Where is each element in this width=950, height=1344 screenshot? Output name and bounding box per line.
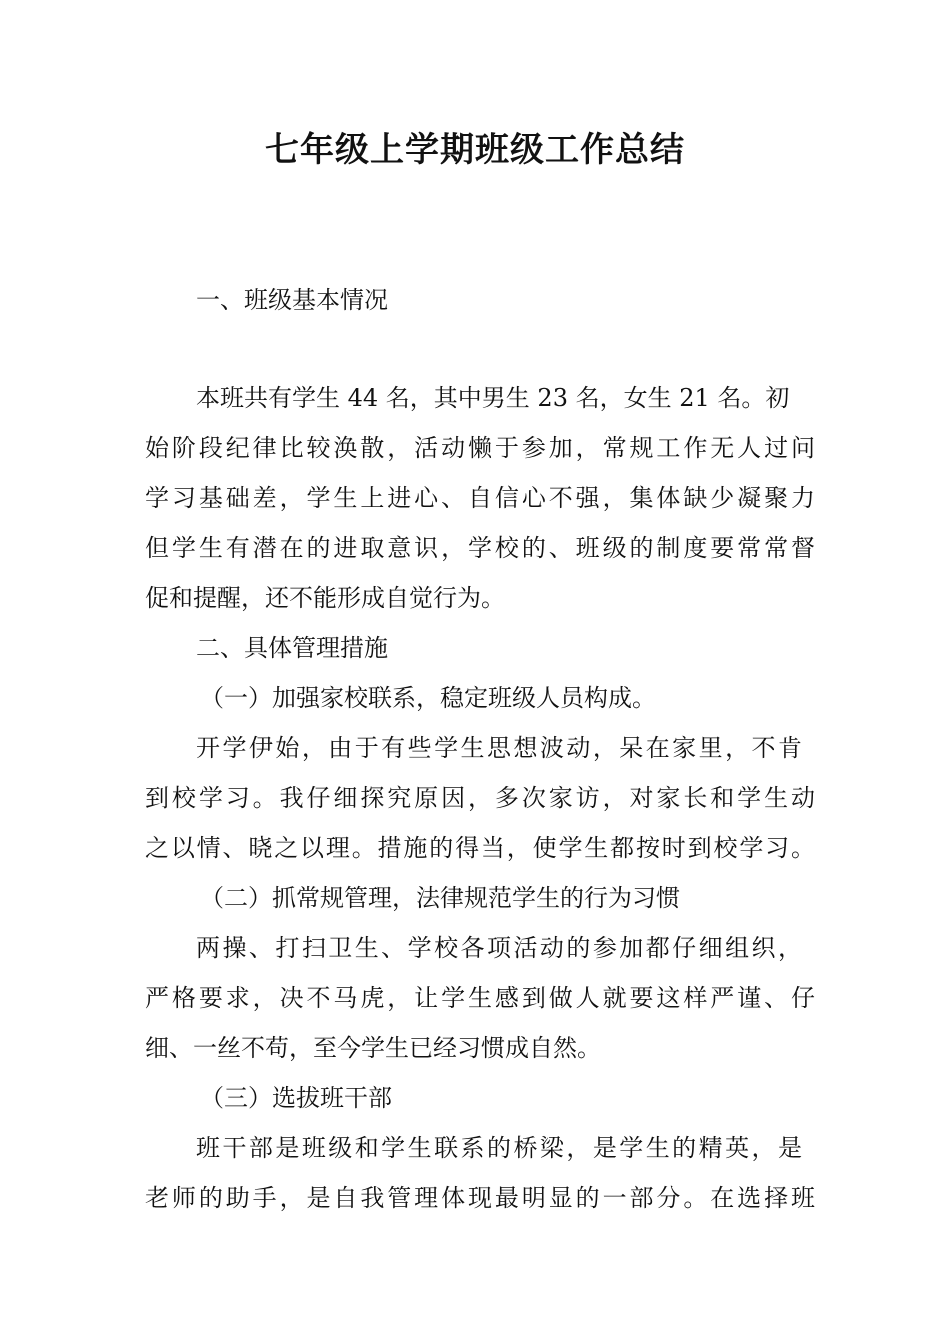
paragraph-line: 本班共有学生 44 名，其中男生 23 名，女生 21 名。初: [196, 384, 790, 412]
paragraph-line: 两操、打扫卫生、学校各项活动的参加都仔细组织，: [196, 934, 802, 962]
paragraph-line: 但学生有潜在的进取意识，学校的、班级的制度要常常督: [145, 534, 815, 562]
paragraph-line: 开学伊始，由于有些学生思想波动，呆在家里，不肯: [196, 734, 802, 762]
section-heading-1: 一、班级基本情况: [196, 286, 388, 314]
paragraph-line: 始阶段纪律比较涣散，活动懒于参加，常规工作无人过问: [145, 434, 815, 462]
paragraph-line: 严格要求，决不马虎，让学生感到做人就要这样严谨、仔: [145, 984, 815, 1012]
subsection-heading-1: （一）加强家校联系，稳定班级人员构成。: [200, 684, 656, 712]
subsection-heading-3: （三）选拔班干部: [200, 1084, 392, 1112]
paragraph-line: 促和提醒，还不能形成自觉行为。: [145, 584, 505, 612]
subsection-heading-2: （二）抓常规管理，法律规范学生的行为习惯: [200, 884, 680, 912]
paragraph-line: 学习基础差，学生上进心、自信心不强，集体缺少凝聚力: [145, 484, 815, 512]
paragraph-line: 细、一丝不苟，至今学生已经习惯成自然。: [145, 1034, 601, 1062]
paragraph-line: 到校学习。我仔细探究原因，多次家访，对家长和学生动: [145, 784, 815, 812]
paragraph-line: 班干部是班级和学生联系的桥梁，是学生的精英，是: [196, 1134, 802, 1162]
paragraph-line: 老师的助手，是自我管理体现最明显的一部分。在选择班: [145, 1184, 815, 1212]
document-title: 七年级上学期班级工作总结: [265, 130, 685, 170]
section-heading-2: 二、具体管理措施: [196, 634, 388, 662]
paragraph-line: 之以情、晓之以理。措施的得当，使学生都按时到校学习。: [145, 834, 815, 862]
